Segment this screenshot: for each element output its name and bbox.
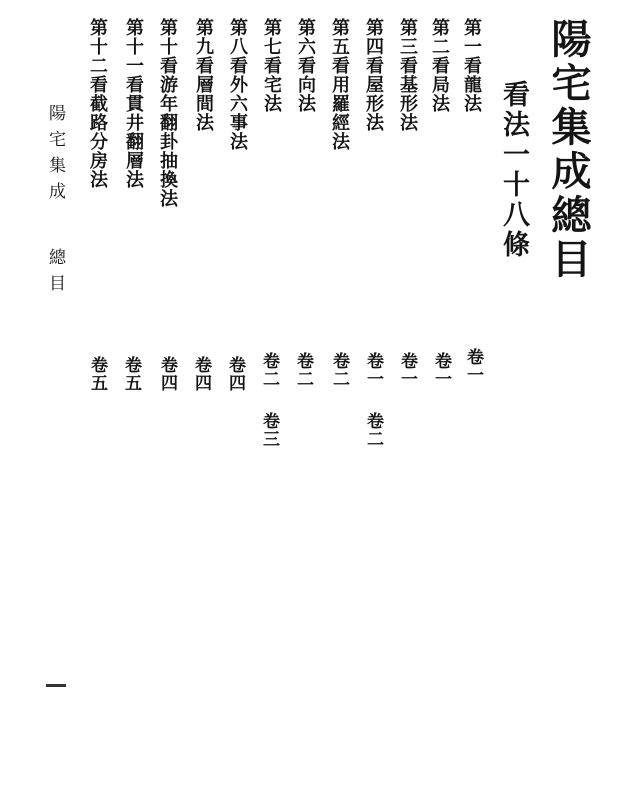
toc-entry-6-volume: 卷二	[293, 352, 313, 388]
toc-entry-9-volume: 卷四	[191, 356, 211, 392]
toc-entry-6: 第六看向法	[295, 18, 316, 113]
footer-section-title: 總目	[45, 248, 65, 300]
toc-entry-12: 第十二看截路分房法	[87, 18, 108, 189]
toc-entry-2-volume: 卷一	[431, 352, 451, 388]
page-subtitle: 看法一十八條	[498, 80, 529, 260]
toc-entry-2: 第二看局法	[429, 18, 450, 113]
toc-entry-3: 第三看基形法	[397, 18, 418, 132]
toc-entry-10-volume: 卷四	[157, 356, 177, 392]
toc-entry-10: 第十看游年翻卦抽換法	[157, 18, 178, 208]
toc-entry-4: 第四看屋形法	[363, 18, 384, 132]
toc-entry-5-volume: 卷二	[329, 352, 349, 388]
toc-entry-5: 第五看用羅經法	[329, 18, 350, 151]
toc-entry-1-volume: 卷一	[463, 348, 483, 384]
toc-entry-4-volume-a: 卷一	[363, 352, 383, 388]
toc-entry-1: 第一看龍法	[461, 18, 482, 113]
footer-book-title: 陽宅集成	[45, 104, 65, 208]
toc-entry-8: 第八看外六事法	[227, 18, 248, 151]
toc-entry-9: 第九看層間法	[193, 18, 214, 132]
print-mark	[46, 684, 66, 687]
toc-entry-7: 第七看宅法	[261, 18, 282, 113]
toc-entry-11: 第十一看貫井翻層法	[123, 18, 144, 189]
toc-entry-3-volume: 卷一	[397, 352, 417, 388]
toc-entry-7-volume-b: 卷三	[259, 412, 279, 448]
page-title: 陽宅集成總目	[545, 18, 592, 282]
toc-entry-4-volume-b: 卷二	[363, 412, 383, 448]
toc-entry-8-volume: 卷四	[225, 356, 245, 392]
toc-entry-12-volume: 卷五	[87, 356, 107, 392]
toc-entry-7-volume-a: 卷二	[259, 352, 279, 388]
toc-entry-11-volume: 卷五	[121, 356, 141, 392]
